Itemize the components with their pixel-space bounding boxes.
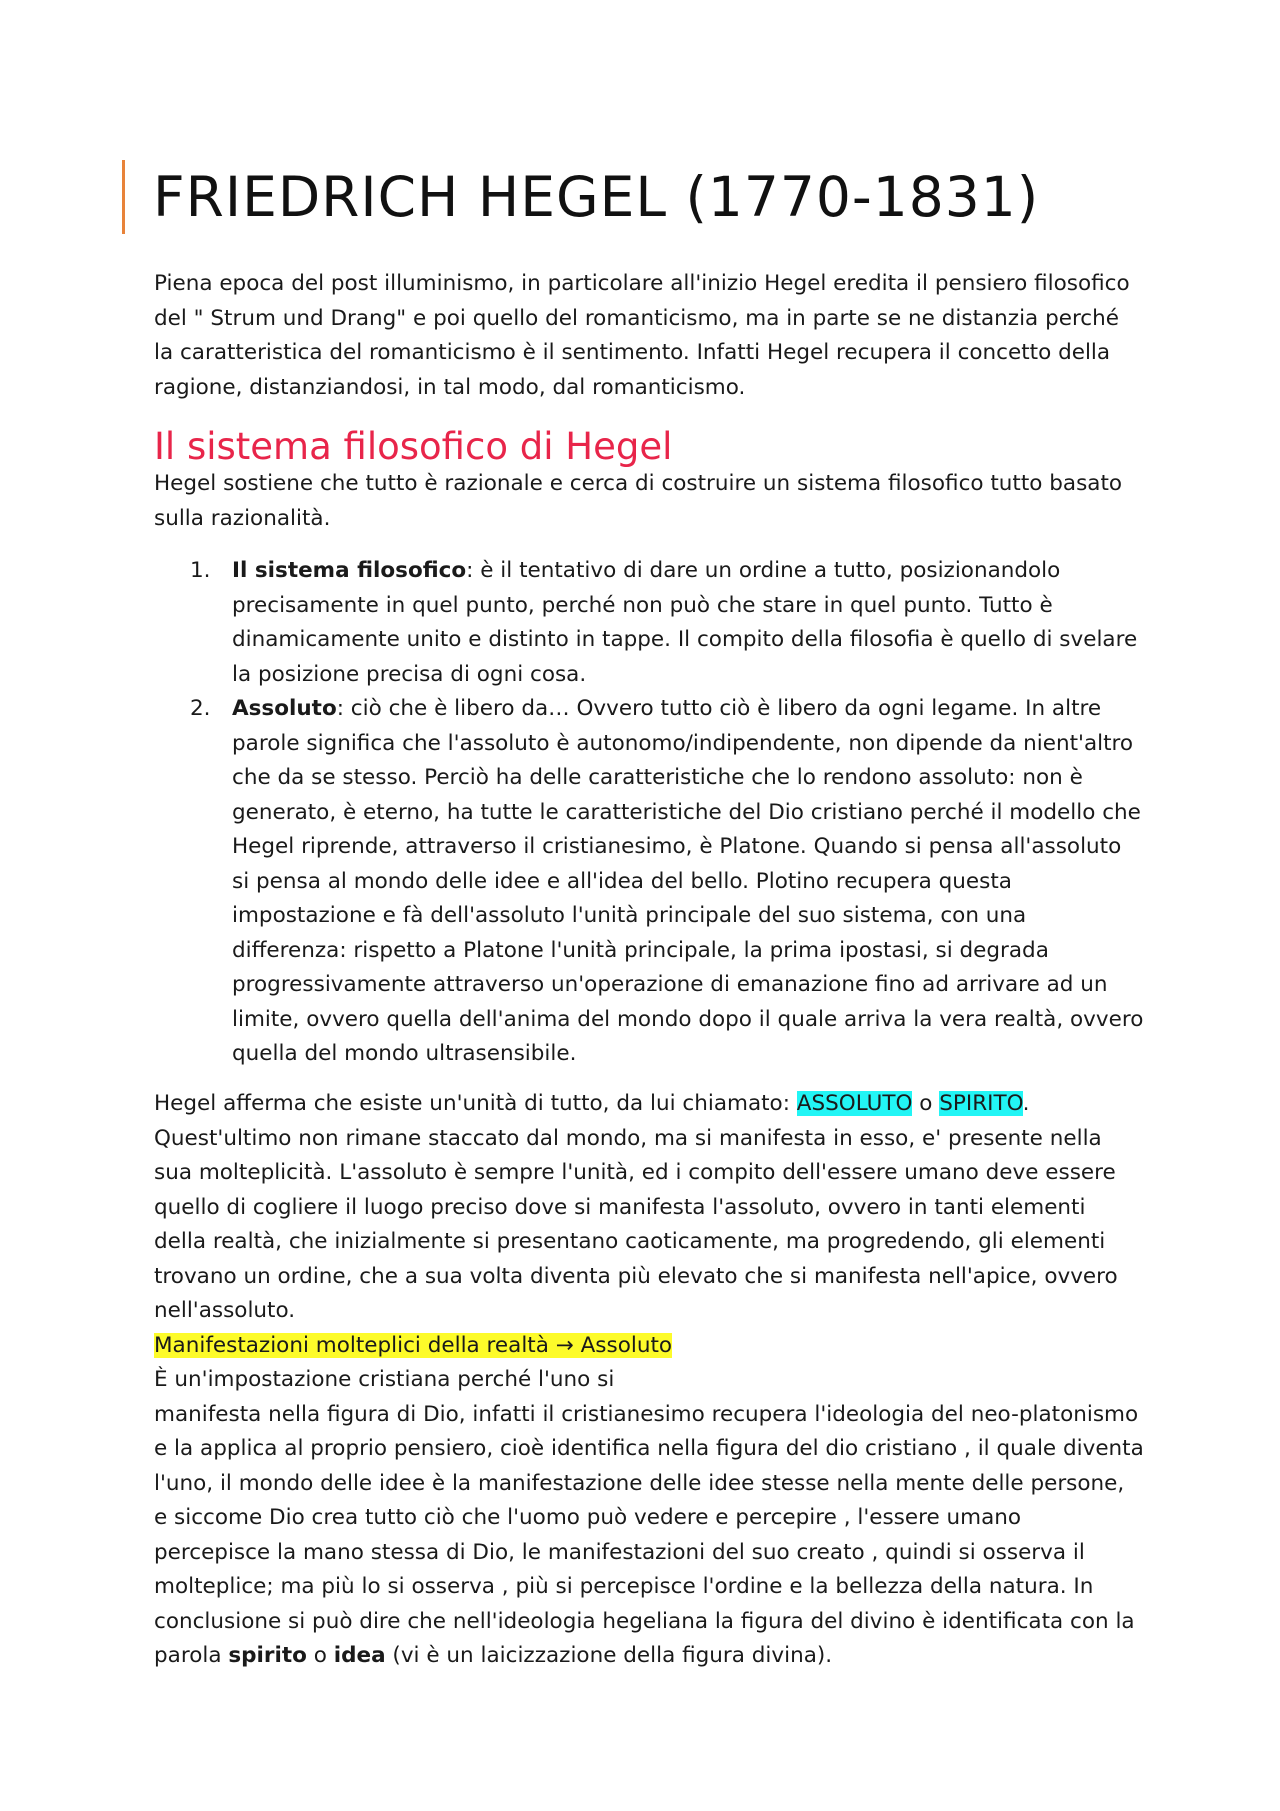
unity-prefix: Hegel afferma che esiste un'unità di tutto, da lui chiamato:: [154, 1091, 797, 1116]
christian-text: manifesta nella figura di Dio, infatti il cristianesimo recupera l'ideologia del neo-platonismo e la applica al proprio pensiero, cioè identifica nella figura del dio cristiano , il quale diventa l'uno, il mondo delle idee è la manifestazione delle idee stesse nella mente delle persone, e siccome Dio crea tutto ciò che l'uomo può vedere e percepire , l'essere umano percepisce la mano stessa di Dio, le manifestazioni del suo creato , quindi si osserva il molteplice; ma più lo si osserva , più si percepisce l'ordine e la bellezza della natura. In conclusione si può dire che nell'ideologia hegeliana la figura del divino è identificata con la parola: [154, 1401, 1144, 1668]
list-text: : è il tentativo di dare un ordine a tutto, posizionandolo precisamente in quel punto, perché non può che stare in quel punto. Tutto è dinamicamente unito e distinto in tappe. Il compito della filosofia è quello di svelare la posizione precisa di ogni cosa.: [232, 558, 1138, 687]
section-lead-paragraph: Hegel sostiene che tutto è razionale e cerca di costruire un sistema filosofico tutto basato sulla razionalità.: [154, 471, 1123, 531]
section-heading: Il sistema filosofico di Hegel: [154, 425, 673, 468]
unity-suffix: . Quest'ultimo non rimane staccato dal mondo, ma si manifesta in esso, e' presente nella sua molteplicità. L'assoluto è sempre l'unità, ed i compito dell'essere umano deve essere quello di cogliere il luogo preciso dove si manifesta l'assoluto, ovvero in tanti elementi della realtà, che inizialmente si presentano caoticamente, ma progredendo, gli elementi trovano un ordine, che a sua volta diventa più elevato che si manifesta nell'apice, ovvero nell'assoluto.: [154, 1091, 1118, 1323]
unity-connector: o: [912, 1091, 940, 1116]
spirito-highlight: SPIRITO: [939, 1091, 1023, 1116]
unity-paragraph: [154, 1087, 1144, 1329]
christian-paragraph: [154, 1398, 1144, 1674]
highlighted-line: Manifestazioni molteplici della realtà → Assoluto: [154, 1332, 673, 1358]
bold-idea: idea: [333, 1643, 386, 1668]
intro-paragraph: Piena epoca del post illuminismo, in particolare all'inizio Hegel eredita il pensiero filosofico del " Strum und Drang" e poi quello del romanticismo, ma in parte se ne distanzia perché la caratteristica del romanticismo è il sentimento. Infatti Hegel recupera il concetto della ragione, distanziandosi, in tal modo, dal romanticismo.: [154, 271, 1130, 400]
christian-connector: o: [306, 1643, 334, 1668]
list-term: Assoluto: [232, 696, 337, 721]
highlighted-line-paragraph: [154, 1329, 1144, 1364]
list-item: [154, 554, 1144, 692]
list-number: 1.: [190, 558, 211, 583]
unity-section: [154, 1087, 1144, 1674]
list-item: [154, 692, 1144, 1072]
numbered-list: [154, 554, 1144, 1072]
bold-spirito: spirito: [228, 1643, 307, 1668]
page-title: FRIEDRICH HEGEL (1770-1831): [153, 165, 1040, 229]
title-block: [122, 160, 1039, 234]
christian-end: (vi è un laicizzazione della figura divina).: [385, 1643, 833, 1668]
assoluto-highlight: ASSOLUTO: [796, 1091, 913, 1116]
christian-line: È un'impostazione cristiana perché l'uno si: [154, 1367, 615, 1392]
list-number: 2.: [190, 696, 211, 721]
list-term: Il sistema filosofico: [232, 558, 467, 583]
list-text: : ciò che è libero da… Ovvero tutto ciò è libero da ogni legame. In altre parole significa che l'assoluto è autonomo/indipendente, non dipende da nient'altro che da se stesso. Perciò ha delle caratteristiche che lo rendono assoluto: non è generato, è eterno, ha tutte le caratteristiche del Dio cristiano perché il modello che Hegel riprende, attraverso il cristianesimo, è Platone. Quando si pensa all'assoluto si pensa al mondo delle idee e all'idea del bello. Plotino recupera questa impostazione e fà dell'assoluto l'unità principale del suo sistema, con una differenza: rispetto a Platone l'unità principale, la prima ipostasi, si degrada progressivamente attraverso un'operazione di emanazione fino ad arrivare ad un limite, ovvero quella dell'anima del mondo dopo il quale arriva la vera realtà, ovvero quella del mondo ultrasensibile.: [232, 696, 1144, 1066]
